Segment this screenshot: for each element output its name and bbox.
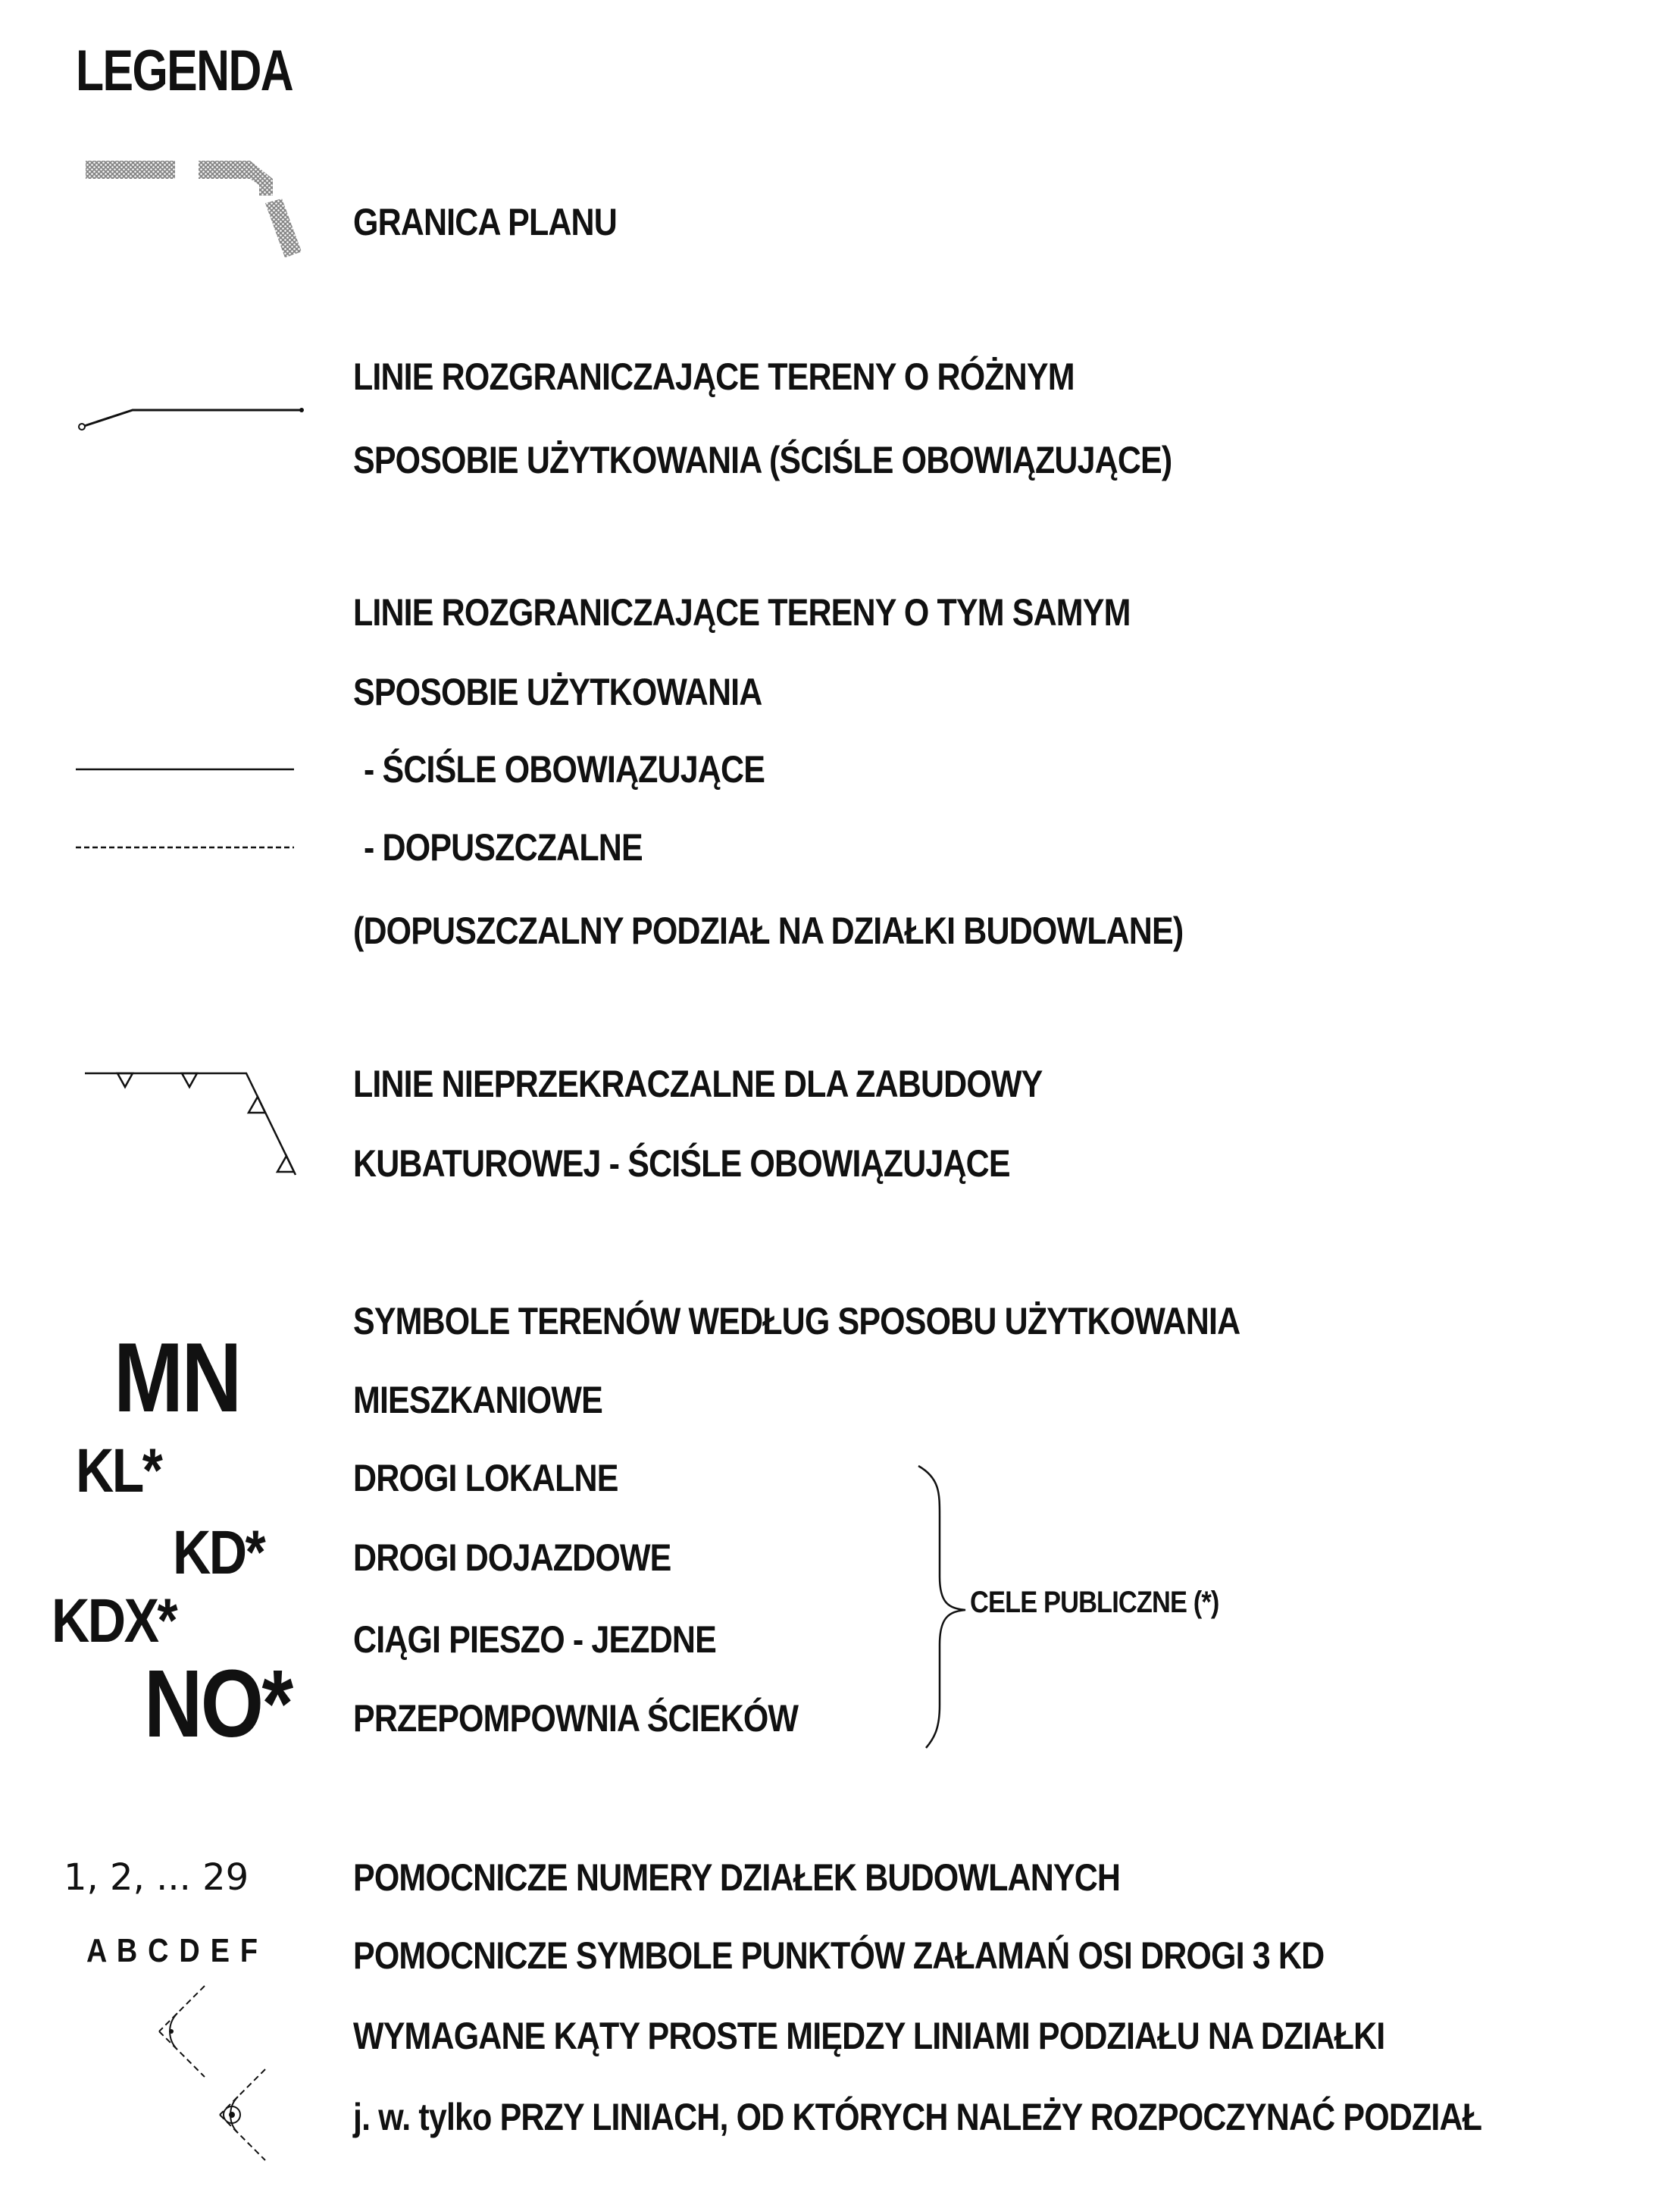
symbol-kl: KL* <box>76 1436 161 1505</box>
boundary-different-use-line2: SPOSOBIE UŻYTKOWANIA (ŚCIŚLE OBOWIĄZUJĄCE) <box>353 439 1172 481</box>
label-kd: DROGI DOJAZDOWE <box>353 1536 671 1579</box>
road-points-symbol: A B C D E F <box>86 1932 259 1969</box>
permissible-label: - DOPUSZCZALNE <box>364 826 643 869</box>
label-kl: DROGI LOKALNE <box>353 1457 618 1499</box>
label-no: PRZEPOMPOWNIA ŚCIEKÓW <box>353 1697 799 1740</box>
label-mn: MIESZKANIOWE <box>353 1379 602 1421</box>
start-division-label: j. w. tylko PRZY LINIACH, OD KTÓRYCH NALEŻY ROZPOCZYNAĆ PODZIAŁ <box>353 2096 1482 2138</box>
solid-line-icon <box>76 767 296 772</box>
strictly-binding-label: - ŚCIŚLE OBOWIĄZUJĄCE <box>364 748 765 791</box>
road-points-label: POMOCNICZE SYMBOLE PUNKTÓW ZAŁAMAŃ OSI DROGI 3 KD <box>353 1934 1325 1977</box>
building-line-label-line2: KUBATUROWEJ - ŚCIŚLE OBOWIĄZUJĄCE <box>353 1142 1010 1185</box>
symbol-kd: KD* <box>173 1518 264 1587</box>
right-angles-label: WYMAGANE KĄTY PROSTE MIĘDZY LINIAMI PODZIAŁU NA DZIAŁKI <box>353 2015 1385 2057</box>
boundary-line-different-use-icon <box>76 398 311 436</box>
symbol-mn: MN <box>114 1322 240 1433</box>
public-purpose-label: CELE PUBLICZNE (*) <box>970 1586 1219 1619</box>
building-line-icon <box>76 1061 303 1190</box>
building-line-label-line1: LINIE NIEPRZEKRACZALNE DLA ZABUDOWY <box>353 1063 1043 1105</box>
land-symbols-heading: SYMBOLE TERENÓW WEDŁUG SPOSOBU UŻYTKOWANIA <box>353 1300 1240 1342</box>
curly-brace-icon <box>909 1463 970 1751</box>
label-kdx: CIĄGI PIESZO - JEZDNE <box>353 1618 716 1661</box>
permissible-note: (DOPUSZCZALNY PODZIAŁ NA DZIAŁKI BUDOWLANE) <box>353 910 1184 952</box>
dashed-line-icon <box>76 845 296 850</box>
legend-title: LEGENDA <box>76 39 293 103</box>
boundary-same-use-line2: SPOSOBIE UŻYTKOWANIA <box>353 671 762 713</box>
plot-numbers-symbol: 1, 2, ... 29 <box>64 1856 249 1899</box>
plot-numbers-label: POMOCNICZE NUMERY DZIAŁEK BUDOWLANYCH <box>353 1856 1121 1899</box>
start-division-angle-icon <box>205 2065 280 2164</box>
boundary-same-use-line1: LINIE ROZGRANICZAJĄCE TERENY O TYM SAMYM <box>353 591 1131 634</box>
boundary-different-use-line1: LINIE ROZGRANICZAJĄCE TERENY O RÓŻNYM <box>353 355 1075 398</box>
plan-boundary-label: GRANICA PLANU <box>353 201 617 243</box>
symbol-no: NO* <box>144 1650 292 1757</box>
symbol-kdx: KDX* <box>52 1586 177 1655</box>
